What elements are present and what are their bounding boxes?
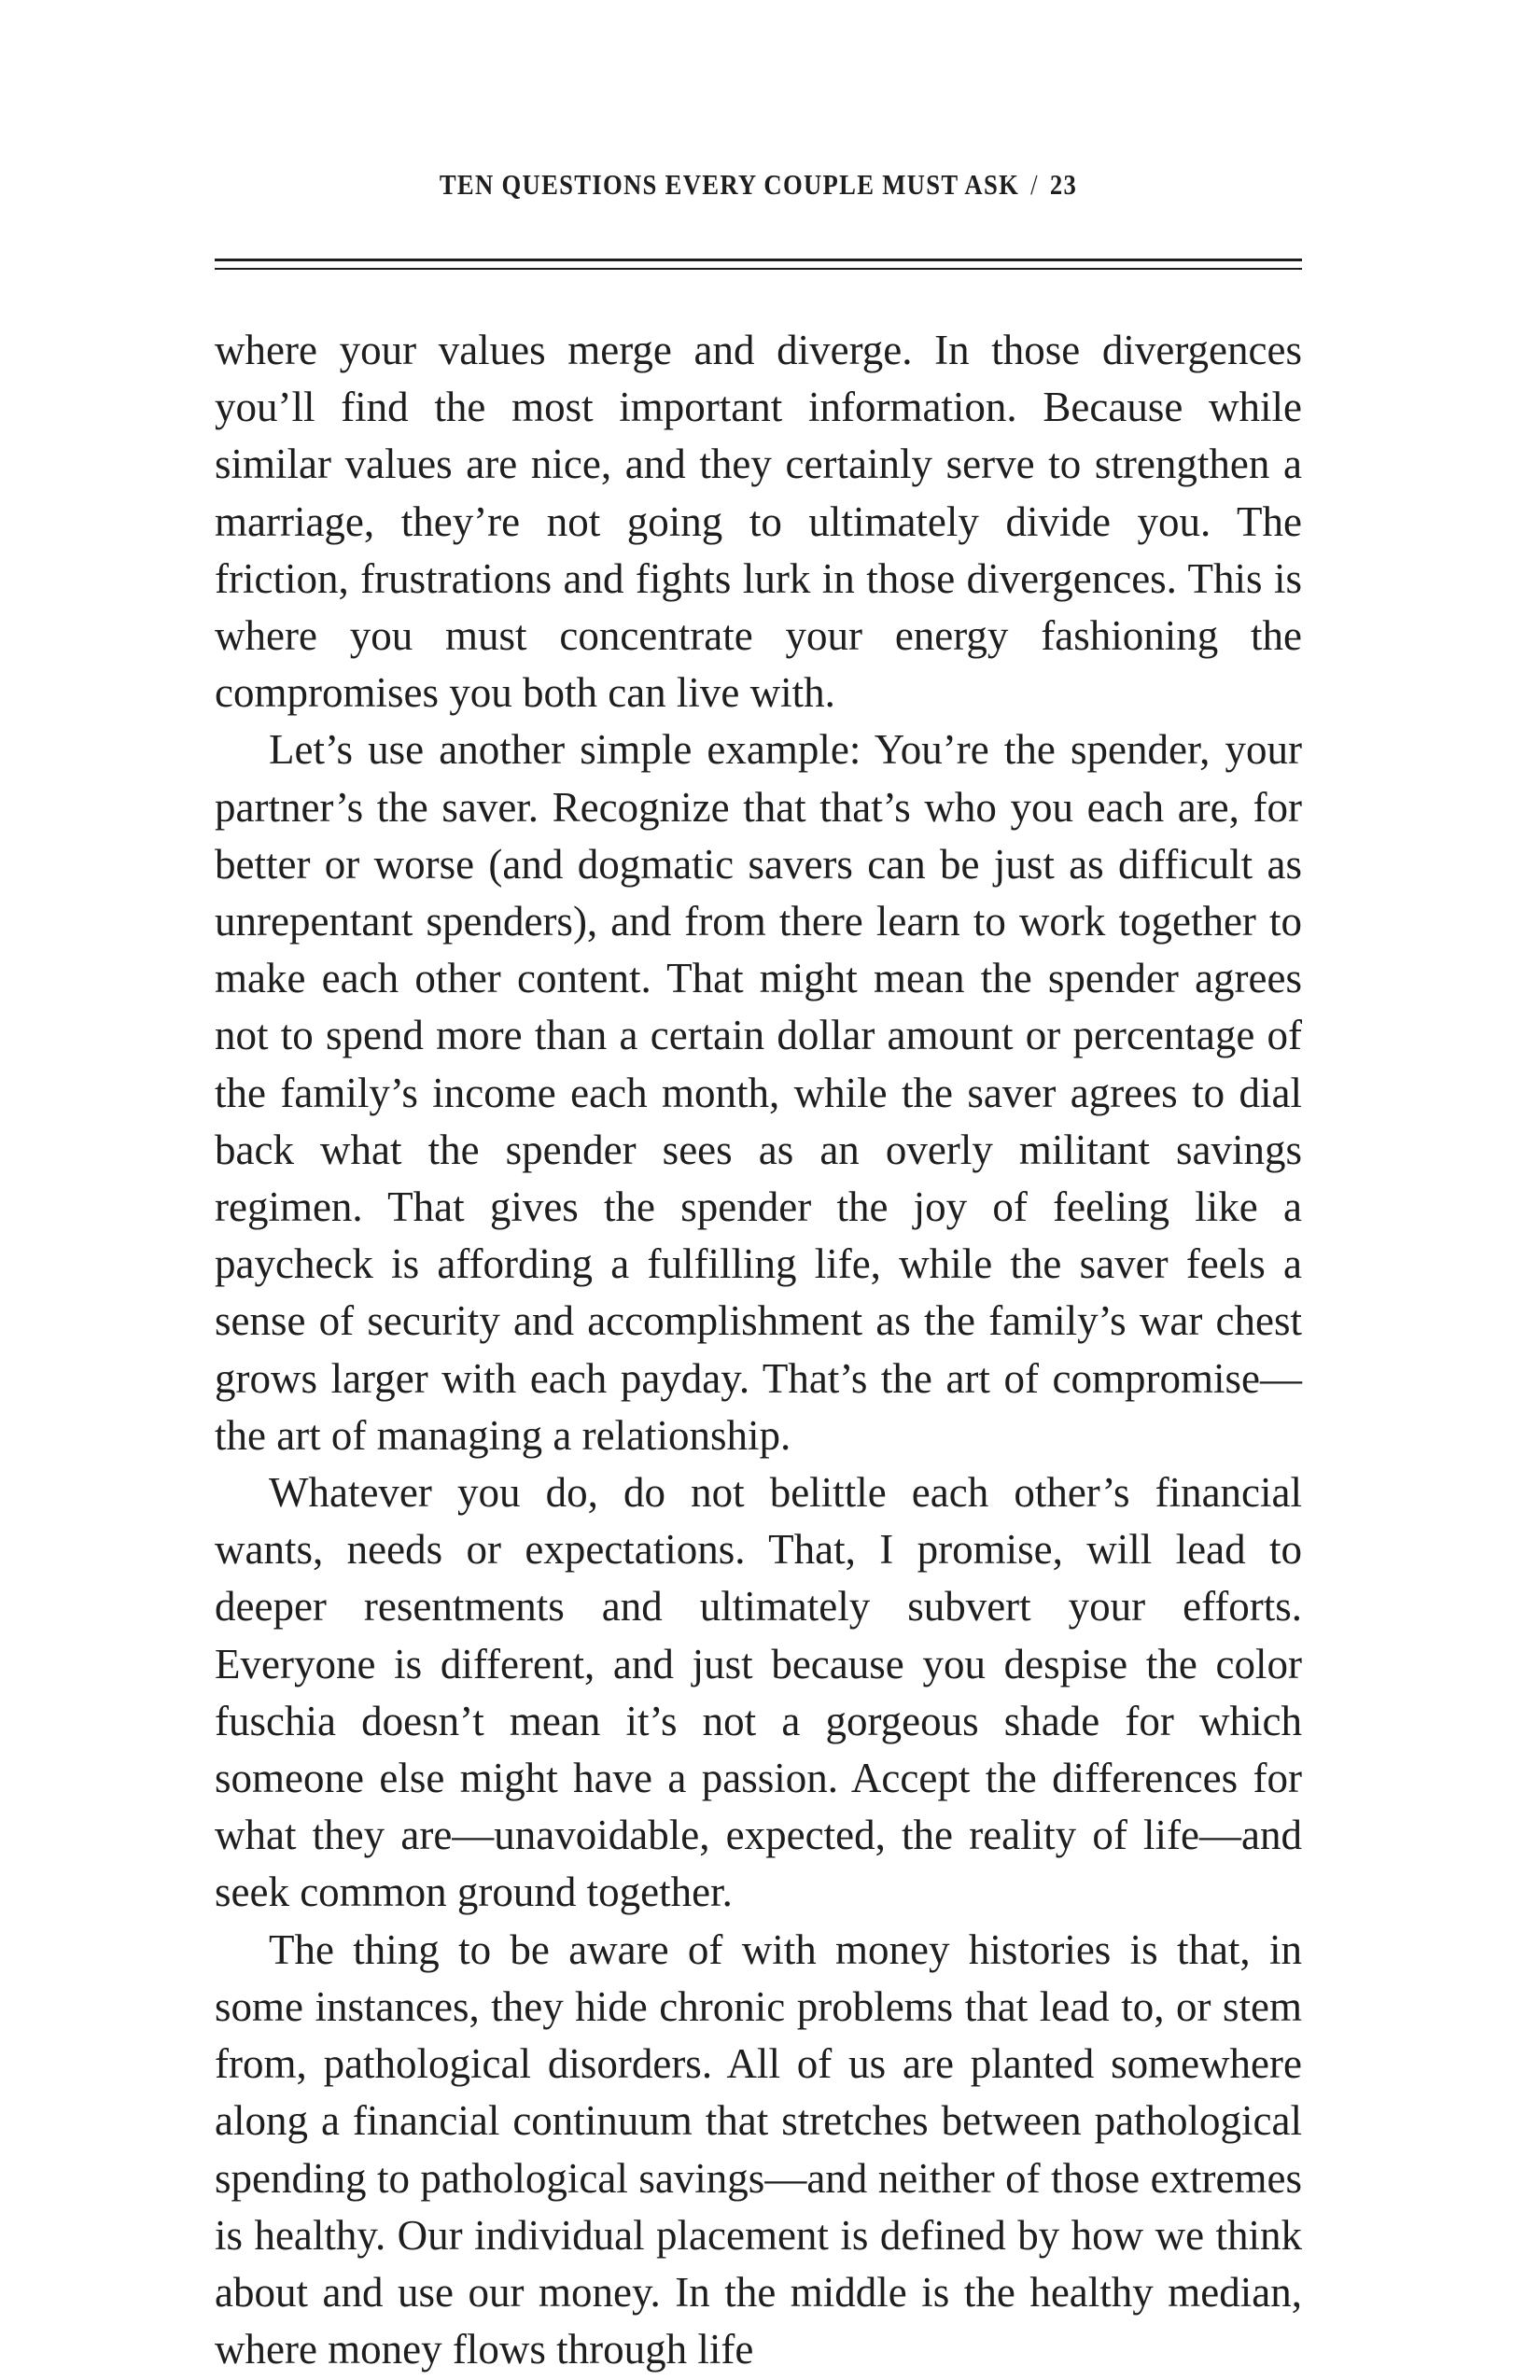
body-text (215, 322, 1302, 2378)
header-rule-bottom (215, 268, 1302, 270)
paragraph-4: The thing to be aware of with money histories is that, in some instances, they hide chronic problems that lead to, or stem from, pathological disorders. All of us are planted somewhere along a financial continuum that stretches between pathological spending to pathological savings—and neither of those extremes is healthy. Our individual placement is defined by how we think about and use our money. In the middle is the healthy median, where money flows through life (215, 1925, 1302, 2373)
paragraph-1: where your values merge and diverge. In those divergences you’ll find the most important information. Because while similar values are nice, and they certainly serve to strengthen a marriage, they’re not going to ultimately divide you. The friction, frustrations and fights lurk in those divergences. This is where you must concentrate your energy fashioning the compromises you both can live with. (215, 327, 1302, 717)
running-head (291, 168, 1226, 202)
running-title: TEN QUESTIONS EVERY COUPLE MUST ASK (439, 168, 1020, 201)
paragraph-3: Whatever you do, do not belittle each other’s financial wants, needs or expectations. That, I promise, will lead to deeper resentments and ultimately subvert your efforts. Everyone is different, and just because you despise the color fuschia doesn’t mean it’s not a gorgeous shade for which someone else might have a passion. Accept the differences for what they are—unavoidable, expected, the reality of life—and seek common ground together. (215, 1469, 1302, 1916)
paragraph-2: Let’s use another simple example: You’re the spender, your partner’s the saver. Recognize that that’s who you each are, for better or worse (and dogmatic savers can be just as difficult as unrepentant spenders), and from there learn to work together to make each other content. That might mean the spender agrees not to spend more than a certain dollar amount or percentage of the family’s income each month, while the saver agrees to dial back what the spender sees as an overly militant savings regimen. That gives the spender the joy of feeling like a paycheck is affording a fulfilling life, while the saver feels a sense of security and accomplishment as the family’s war chest grows larger with each payday. That’s the art of compromise—the art of managing a relationship. (215, 726, 1302, 1459)
page-number: 23 (1049, 168, 1078, 201)
header-separator: / (1030, 168, 1039, 201)
header-rule-top (215, 259, 1302, 261)
